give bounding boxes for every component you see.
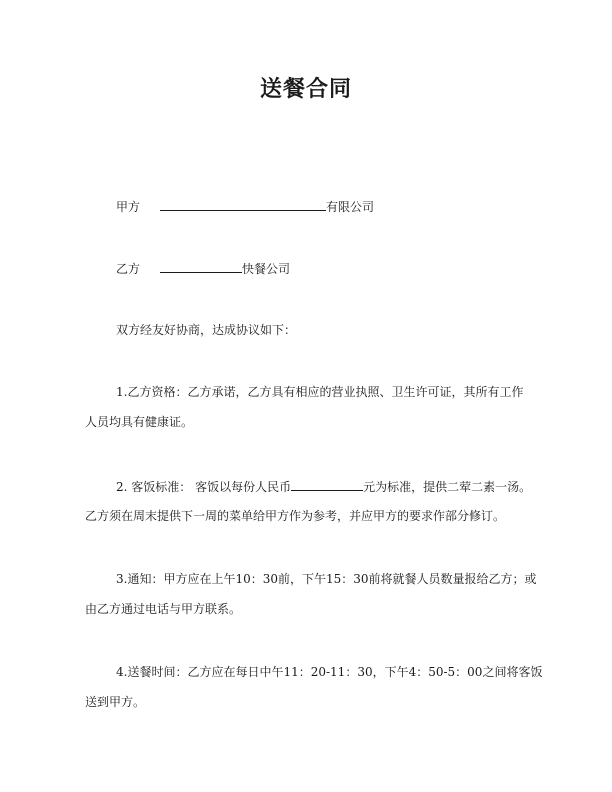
party-a-label: 甲方 bbox=[116, 200, 141, 214]
clause-3-line-2: 由乙方通过电话与甲方联系。 bbox=[85, 602, 242, 616]
clause-3 bbox=[85, 572, 537, 616]
clause-4-line-2: 送到甲方。 bbox=[85, 695, 146, 709]
party-b-blank[interactable] bbox=[160, 261, 242, 273]
clause-2-line-1-before: 2. 客饭标准： 客饭以每份人民币 bbox=[116, 480, 292, 494]
party-b-label: 乙方 bbox=[116, 262, 141, 276]
clause-2 bbox=[85, 479, 532, 523]
clause-4 bbox=[85, 665, 543, 709]
clause-2-line-1 bbox=[116, 479, 532, 494]
document-title: 送餐合同 bbox=[259, 77, 352, 102]
intro-text: 双方经友好协商，达成协议如下： bbox=[116, 323, 297, 337]
party-a-blank[interactable] bbox=[160, 199, 326, 211]
clause-2-line-2: 乙方须在周末提供下一周的菜单给甲方作为参考，并应甲方的要求作部分修订。 bbox=[85, 509, 506, 523]
clause-3-line-1: 3.通知：甲方应在上午10：30前，下午15：30前将就餐人员数量报给乙方；或 bbox=[116, 572, 537, 586]
clause-4-line-1: 4.送餐时间：乙方应在每日中午11：20-11：30，下午4：50-5：00之间将客饭 bbox=[116, 665, 543, 679]
party-b-line bbox=[116, 261, 290, 276]
clause-2-line-1-after: 元为标准，提供二荤二素一汤。 bbox=[363, 480, 532, 494]
party-a-line bbox=[116, 199, 374, 214]
clause-1 bbox=[85, 385, 526, 429]
party-a-suffix: 有限公司 bbox=[326, 200, 375, 214]
clause-1-line-1: 1.乙方资格：乙方承诺，乙方具有相应的营业执照、卫生许可证，其所有工作 bbox=[116, 385, 524, 399]
clause-1-line-2: 人员均具有健康证。 bbox=[85, 415, 194, 429]
meal-price-blank[interactable] bbox=[291, 479, 363, 491]
party-b-suffix: 快餐公司 bbox=[242, 262, 291, 276]
